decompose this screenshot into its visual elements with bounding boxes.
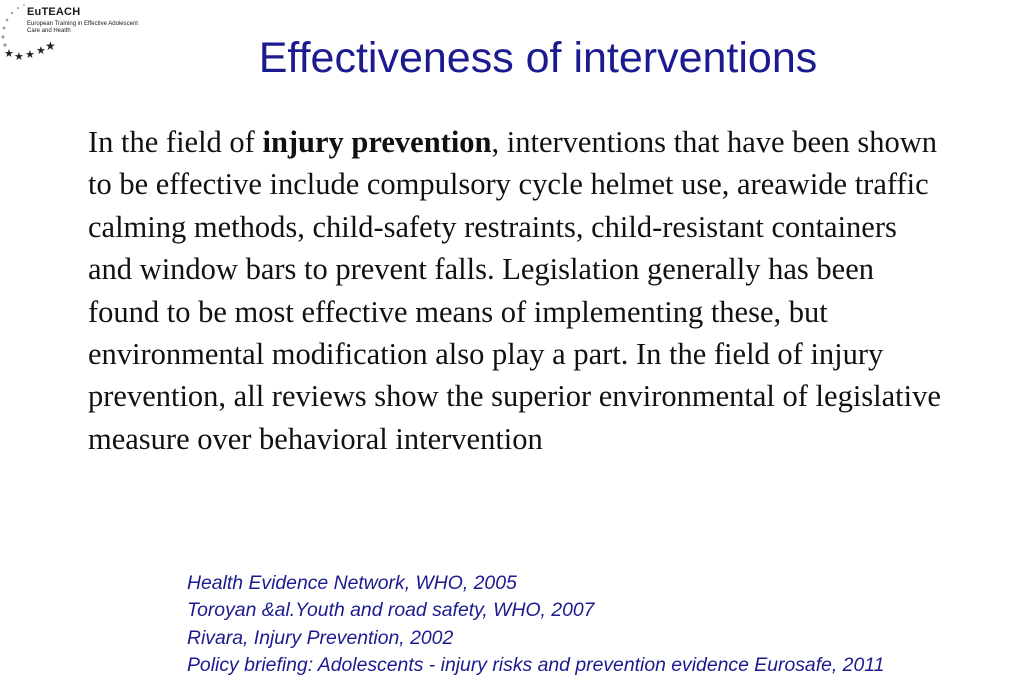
body-emphasis: injury prevention <box>262 125 492 159</box>
star-glyph: ★ <box>25 48 35 61</box>
star-glyph: ★ <box>14 50 24 63</box>
star-dot <box>3 27 6 30</box>
star-dot <box>11 12 13 14</box>
logo-subtitle-line2: Care and Health <box>27 28 71 34</box>
reference-item: Health Evidence Network, WHO, 2005 <box>187 572 517 594</box>
reference-item: Toroyan &al.Youth and road safety, WHO, 2007 <box>187 599 595 622</box>
star-glyph: ★ <box>45 39 56 53</box>
star-dot <box>17 7 19 9</box>
reference-item: Rivara, Injury Prevention, 2002 <box>187 626 454 649</box>
body-intro: In the field of <box>88 125 263 159</box>
star-glyph: ★ <box>4 47 14 60</box>
body-rest: , interventions that have been shown to be effective include compulsory cycle helmet use, areawide traffic calming methods, child-safety restraints, child-resistant containers and window bars to prevent falls. Legislation generally has been found to be most effective means of implementing these, but environmental modification also play a part. In the field of injury prevention, all reviews show the superior environmental of legislative measure over behavioral intervention <box>88 125 941 456</box>
slide-title: Effectiveness of interventions <box>258 34 818 82</box>
logo-subtitle-line1: European Training in Effective Adolescent <box>27 21 138 27</box>
star-glyph: ★ <box>36 44 46 57</box>
reference-item: Policy briefing: Adolescents - injury risks and prevention evidence Eurosafe, 2011 <box>187 653 885 676</box>
star-dot <box>6 19 9 22</box>
star-dot <box>23 4 25 6</box>
body-paragraph <box>88 121 948 460</box>
logo-name: EuTEACH <box>27 6 81 18</box>
references-list <box>187 570 1017 679</box>
